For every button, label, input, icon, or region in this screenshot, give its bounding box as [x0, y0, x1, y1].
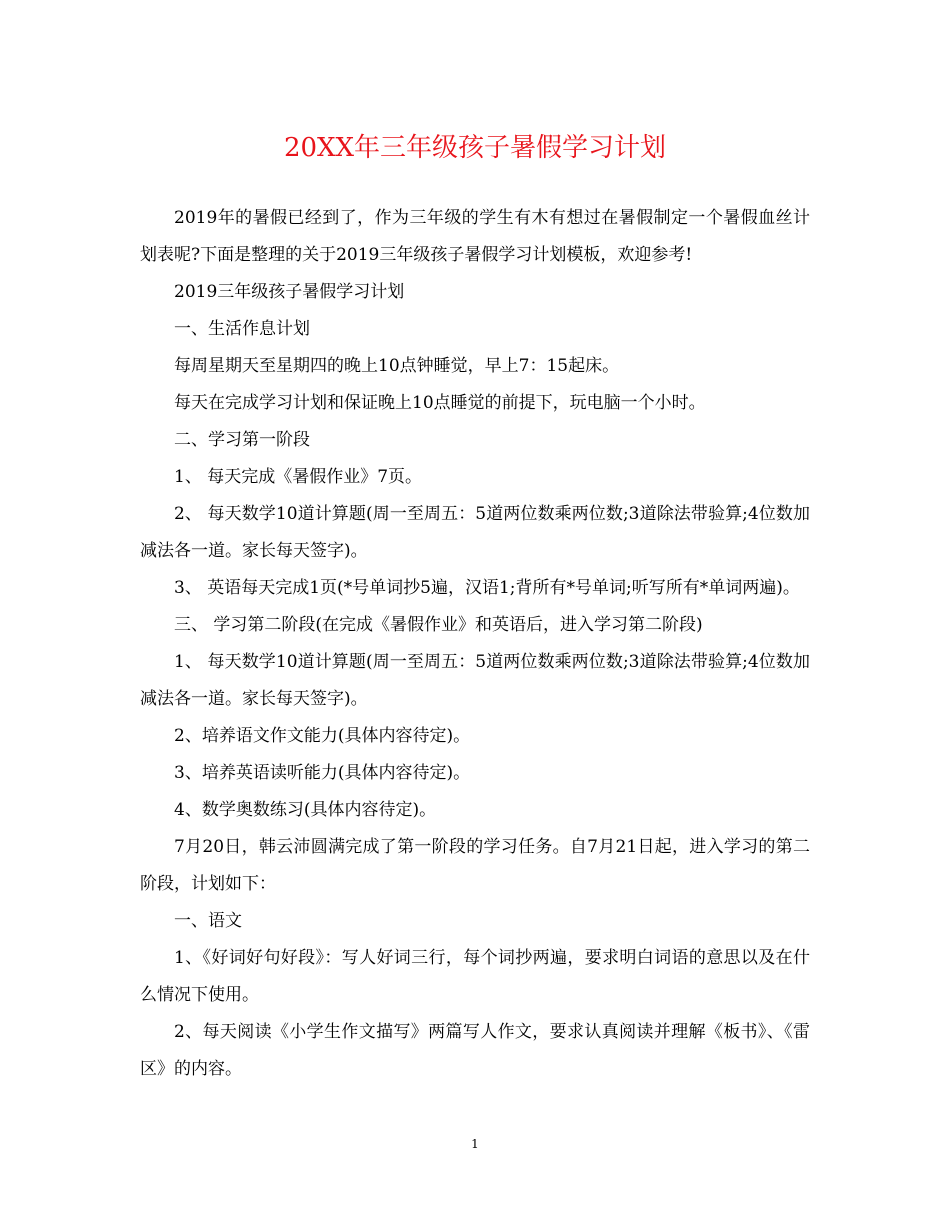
list-item: 2、培养语文作文能力(具体内容待定)。 [174, 726, 471, 746]
section-heading: 二、学习第一阶段 [174, 430, 310, 450]
list-item: 3、培养英语读听能力(具体内容待定)。 [174, 763, 471, 783]
list-item: 4、数学奥数练习(具体内容待定)。 [174, 800, 437, 820]
paragraph: 每周星期天至星期四的晚上10点钟睡觉，早上7：15起床。 [174, 356, 620, 376]
section-heading: 一、生活作息计划 [174, 319, 310, 339]
page-number: 1 [471, 1137, 479, 1151]
document-title: 20XX年三年级孩子暑假学习计划 [283, 133, 667, 163]
paragraph: 2019年的暑假已经到了，作为三年级的学生有木有想过在暑假制定一个暑假血丝计划表呢?下面是整理的关于2019三年级孩子暑假学习计划模板，欢迎参考! [140, 208, 810, 265]
list-item: 1、 每天完成《暑假作业》7页。 [174, 467, 423, 487]
list-item: 2、 每天数学10道计算题(周一至周五：5道两位数乘两位数;3道除法带验算;4位数加减法各一道。家长每天签字)。 [140, 504, 810, 561]
paragraph: 7月20日，韩云沛圆满完成了第一阶段的学习任务。自7月21日起，进入学习的第二阶段，计划如下： [140, 837, 810, 894]
paragraph: 每天在完成学习计划和保证晚上10点睡觉的前提下，玩电脑一个小时。 [174, 393, 706, 413]
list-item: 2、每天阅读《小学生作文描写》两篇写人作文，要求认真阅读并理解《板书》、《雷区》的内容。 [140, 1022, 810, 1079]
paragraph: 2019三年级孩子暑假学习计划 [174, 282, 405, 302]
document-body [140, 200, 810, 1088]
section-heading: 三、 学习第二阶段(在完成《暑假作业》和英语后，进入学习第二阶段) [174, 615, 703, 635]
list-item: 1、 每天数学10道计算题(周一至周五：5道两位数乘两位数;3道除法带验算;4位数加减法各一道。家长每天签字)。 [140, 652, 810, 709]
list-item: 3、 英语每天完成1页(*号单词抄5遍，汉语1;背所有*号单词;听写所有*单词两遍)。 [174, 578, 800, 598]
list-item: 1、《好词好句好段》：写人好词三行，每个词抄两遍，要求明白词语的意思以及在什么情况下使用。 [140, 948, 810, 1005]
section-heading: 一、语文 [174, 911, 242, 931]
